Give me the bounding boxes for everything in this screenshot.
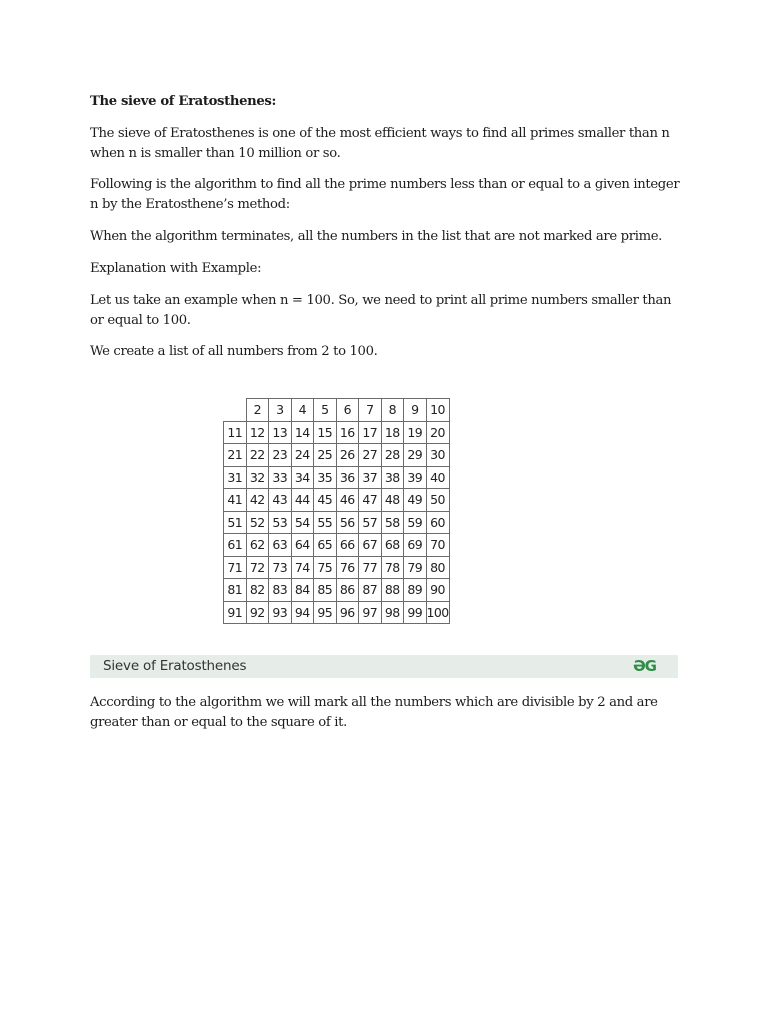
paragraph-list: We create a list of all numbers from 2 to 100. xyxy=(90,344,378,359)
sieve-cell: 63 xyxy=(269,534,292,557)
sieve-cell: 26 xyxy=(336,444,359,467)
sieve-cell: 89 xyxy=(404,579,427,602)
sieve-cell: 88 xyxy=(381,579,404,602)
sieve-cell: 66 xyxy=(336,534,359,557)
sieve-cell: 6 xyxy=(336,399,359,422)
sieve-cell: 14 xyxy=(291,421,314,444)
sieve-cell: 50 xyxy=(426,489,449,512)
section-heading: The sieve of Eratosthenes: xyxy=(90,94,277,109)
paragraph-explanation-label: Explanation with Example: xyxy=(90,261,262,276)
sieve-cell: 16 xyxy=(336,421,359,444)
sieve-cell: 67 xyxy=(359,534,382,557)
sieve-cell: 30 xyxy=(426,444,449,467)
sieve-cell: 61 xyxy=(224,534,247,557)
sieve-cell: 82 xyxy=(246,579,269,602)
sieve-cell: 72 xyxy=(246,556,269,579)
sieve-cell: 73 xyxy=(269,556,292,579)
sieve-cell: 9 xyxy=(404,399,427,422)
sieve-cell: 68 xyxy=(381,534,404,557)
sieve-cell: 42 xyxy=(246,489,269,512)
sieve-row xyxy=(224,579,450,602)
sieve-cell: 79 xyxy=(404,556,427,579)
sieve-cell: 38 xyxy=(381,466,404,489)
sieve-cell: 70 xyxy=(426,534,449,557)
sieve-cell: 12 xyxy=(246,421,269,444)
sieve-row xyxy=(224,534,450,557)
sieve-cell: 35 xyxy=(314,466,337,489)
sieve-cell: 64 xyxy=(291,534,314,557)
sieve-cell: 21 xyxy=(224,444,247,467)
sieve-cell: 77 xyxy=(359,556,382,579)
sieve-cell: 97 xyxy=(359,601,382,624)
sieve-cell: 65 xyxy=(314,534,337,557)
sieve-row xyxy=(224,399,450,422)
sieve-cell: 59 xyxy=(404,511,427,534)
figure-caption: Sieve of Eratosthenes xyxy=(103,658,247,674)
sieve-cell: 15 xyxy=(314,421,337,444)
sieve-cell: 24 xyxy=(291,444,314,467)
sieve-cell: 87 xyxy=(359,579,382,602)
sieve-cell: 10 xyxy=(426,399,449,422)
sieve-cell: 80 xyxy=(426,556,449,579)
sieve-cell: 25 xyxy=(314,444,337,467)
sieve-cell: 95 xyxy=(314,601,337,624)
paragraph-termination: When the algorithm terminates, all the numbers in the list that are not marked are prime. xyxy=(90,229,663,244)
sieve-cell: 41 xyxy=(224,489,247,512)
sieve-cell: 58 xyxy=(381,511,404,534)
sieve-cell: 39 xyxy=(404,466,427,489)
sieve-cell: 22 xyxy=(246,444,269,467)
sieve-cell: 86 xyxy=(336,579,359,602)
sieve-cell: 52 xyxy=(246,511,269,534)
sieve-cell: 33 xyxy=(269,466,292,489)
sieve-cell: 44 xyxy=(291,489,314,512)
sieve-cell: 2 xyxy=(246,399,269,422)
sieve-row xyxy=(224,466,450,489)
sieve-cell: 5 xyxy=(314,399,337,422)
sieve-cell: 43 xyxy=(269,489,292,512)
sieve-cell: 85 xyxy=(314,579,337,602)
site-logo-icon: ƏG xyxy=(632,657,656,675)
sieve-cell: 8 xyxy=(381,399,404,422)
sieve-cell: 48 xyxy=(381,489,404,512)
sieve-row xyxy=(224,489,450,512)
sieve-empty-cell xyxy=(224,399,247,422)
sieve-cell: 53 xyxy=(269,511,292,534)
sieve-cell: 96 xyxy=(336,601,359,624)
sieve-cell: 51 xyxy=(224,511,247,534)
sieve-cell: 27 xyxy=(359,444,382,467)
sieve-cell: 57 xyxy=(359,511,382,534)
paragraph-algorithm: Following is the algorithm to find all the prime numbers less than or equal to a given integer n by the Eratosthene’s method: xyxy=(90,177,680,212)
figure-caption-banner xyxy=(90,655,678,678)
sieve-cell: 55 xyxy=(314,511,337,534)
sieve-cell: 31 xyxy=(224,466,247,489)
sieve-cell: 40 xyxy=(426,466,449,489)
sieve-cell: 94 xyxy=(291,601,314,624)
sieve-cell: 90 xyxy=(426,579,449,602)
sieve-cell: 45 xyxy=(314,489,337,512)
sieve-cell: 7 xyxy=(359,399,382,422)
sieve-cell: 36 xyxy=(336,466,359,489)
sieve-cell: 100 xyxy=(426,601,449,624)
sieve-cell: 13 xyxy=(269,421,292,444)
sieve-cell: 78 xyxy=(381,556,404,579)
sieve-cell: 49 xyxy=(404,489,427,512)
sieve-cell: 37 xyxy=(359,466,382,489)
sieve-cell: 18 xyxy=(381,421,404,444)
sieve-grid xyxy=(223,398,450,624)
sieve-cell: 93 xyxy=(269,601,292,624)
paragraph-intro: The sieve of Eratosthenes is one of the most efficient ways to find all primes smaller than n when n is smaller than 10 million or so. xyxy=(90,126,670,161)
sieve-cell: 29 xyxy=(404,444,427,467)
sieve-cell: 23 xyxy=(269,444,292,467)
sieve-cell: 91 xyxy=(224,601,247,624)
sieve-cell: 46 xyxy=(336,489,359,512)
sieve-cell: 81 xyxy=(224,579,247,602)
sieve-cell: 74 xyxy=(291,556,314,579)
sieve-cell: 11 xyxy=(224,421,247,444)
sieve-cell: 54 xyxy=(291,511,314,534)
sieve-row xyxy=(224,421,450,444)
sieve-cell: 4 xyxy=(291,399,314,422)
sieve-row xyxy=(224,511,450,534)
sieve-cell: 3 xyxy=(269,399,292,422)
sieve-cell: 84 xyxy=(291,579,314,602)
sieve-row xyxy=(224,444,450,467)
sieve-cell: 83 xyxy=(269,579,292,602)
sieve-cell: 28 xyxy=(381,444,404,467)
sieve-cell: 98 xyxy=(381,601,404,624)
sieve-cell: 19 xyxy=(404,421,427,444)
sieve-cell: 34 xyxy=(291,466,314,489)
sieve-cell: 92 xyxy=(246,601,269,624)
sieve-cell: 75 xyxy=(314,556,337,579)
sieve-cell: 56 xyxy=(336,511,359,534)
paragraph-example: Let us take an example when n = 100. So, we need to print all prime numbers smaller than or equal to 100. xyxy=(90,293,672,328)
paragraph-closing: According to the algorithm we will mark all the numbers which are divisible by 2 and are greater than or equal to the square of it. xyxy=(90,695,658,730)
sieve-cell: 32 xyxy=(246,466,269,489)
sieve-cell: 69 xyxy=(404,534,427,557)
sieve-cell: 76 xyxy=(336,556,359,579)
sieve-cell: 71 xyxy=(224,556,247,579)
sieve-cell: 47 xyxy=(359,489,382,512)
sieve-row xyxy=(224,556,450,579)
sieve-row xyxy=(224,601,450,624)
sieve-cell: 62 xyxy=(246,534,269,557)
sieve-figure xyxy=(223,398,450,624)
sieve-cell: 20 xyxy=(426,421,449,444)
sieve-cell: 60 xyxy=(426,511,449,534)
sieve-cell: 99 xyxy=(404,601,427,624)
sieve-cell: 17 xyxy=(359,421,382,444)
